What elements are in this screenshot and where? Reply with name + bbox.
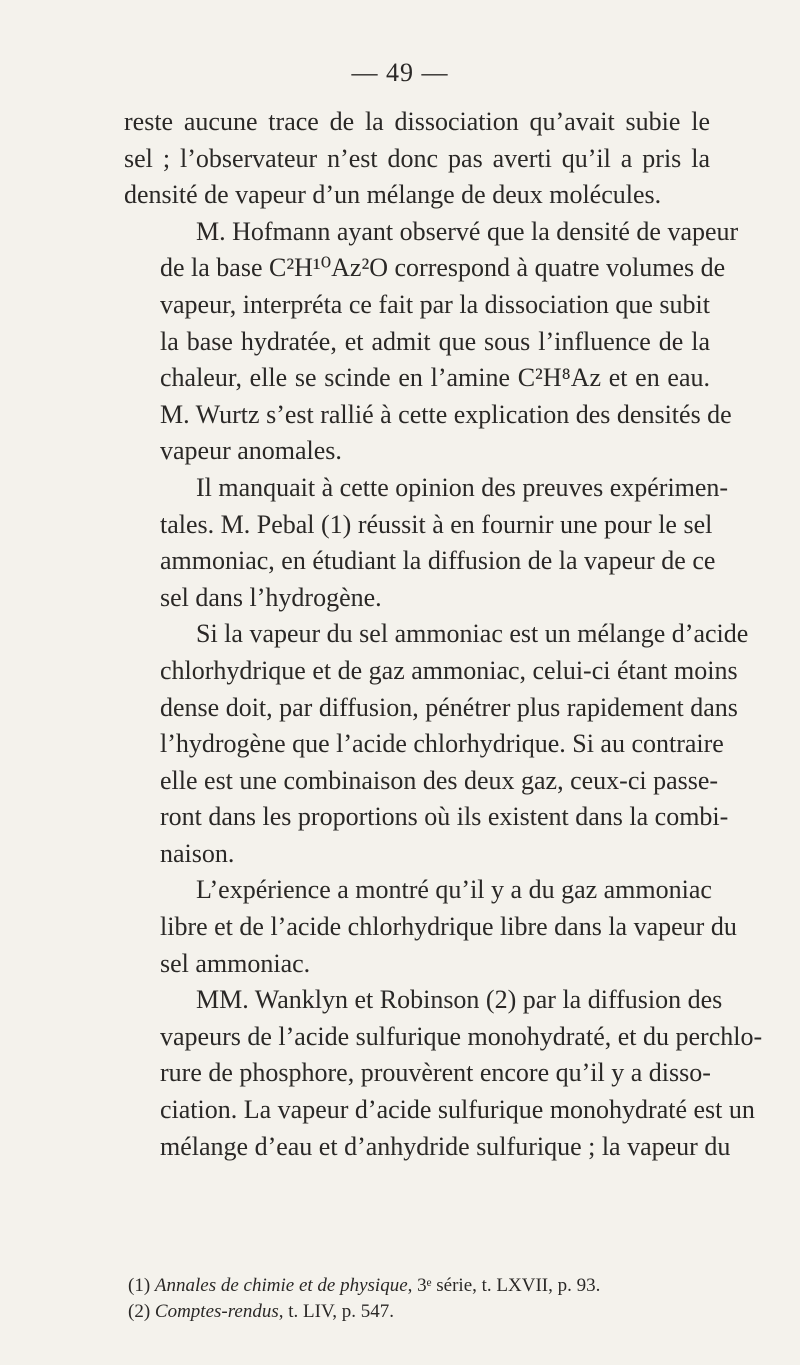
text-line: naison.: [160, 838, 235, 868]
footnote: [124, 1299, 710, 1325]
paragraph: [124, 214, 739, 470]
text-line: ciation. La vapeur d’acide sulfurique monohydraté est un: [160, 1095, 755, 1125]
text-line: vapeur, interpréta ce fait par la dissociation que subit: [160, 289, 710, 319]
paragraph: [124, 872, 737, 982]
footnote-mark: (1): [128, 1275, 155, 1296]
text-line: densité de vapeur d’un mélange de deux molécules.: [124, 180, 662, 210]
text-line: sel dans l’hydrogène.: [160, 582, 382, 612]
text-line: ront dans les proportions où ils existent dans la combi-: [160, 802, 729, 832]
paragraph: [124, 616, 749, 872]
text-line: tales. M. Pebal (1) réussit à en fournir une pour le sel: [160, 509, 713, 539]
footnote-reference: , 3ᵉ série, t. LXVII, p. 93.: [407, 1275, 601, 1296]
text-line: rure de phosphore, prouvèrent encore qu’il y a disso-: [160, 1058, 711, 1088]
text-line: sel ; l’observateur n’est donc pas averti qu’il a pris la: [124, 143, 710, 173]
text-line: dense doit, par diffusion, pénétrer plus rapidement dans: [160, 692, 738, 722]
footnote-mark: (2): [128, 1301, 155, 1322]
footnote-reference: , t. LIV, p. 547.: [278, 1301, 394, 1322]
footnotes: [124, 1273, 710, 1325]
text-line: de la base C²H¹⁰Az²O correspond à quatre volumes de: [160, 253, 726, 283]
text-line: mélange d’eau et d’anhydride sulfurique ; la vapeur du: [160, 1131, 731, 1161]
text-line: reste aucune trace de la dissociation qu’avait subie le: [124, 107, 710, 136]
body-text: [124, 104, 763, 1165]
footnote-title: Annales de chimie et de physique: [154, 1275, 408, 1296]
text-line: sel ammoniac.: [160, 948, 311, 978]
paragraph: [124, 470, 729, 616]
footnote: [124, 1273, 710, 1299]
text-line: l’hydrogène que l’acide chlorhydrique. Si au contraire: [160, 729, 724, 759]
paragraph: [124, 982, 763, 1165]
text-line: Si la vapeur du sel ammoniac est un mélange d’acide: [196, 619, 749, 649]
footnote-title: Comptes-rendus: [154, 1301, 279, 1322]
text-line: vapeurs de l’acide sulfurique monohydraté, et du perchlo-: [160, 1021, 763, 1051]
text-line: L’expérience a montré qu’il y a du gaz ammoniac: [196, 875, 712, 905]
text-line: Il manquait à cette opinion des preuves expérimen-: [196, 472, 729, 502]
text-line: chaleur, elle se scinde en l’amine C²H⁸Az et en eau.: [160, 363, 710, 393]
text-line: M. Hofmann ayant observé que la densité de vapeur: [196, 216, 739, 246]
text-line: ammoniac, en étudiant la diffusion de la vapeur de ce: [160, 546, 716, 576]
paragraph: [124, 104, 710, 214]
text-line: libre et de l’acide chlorhydrique libre dans la vapeur du: [160, 912, 737, 942]
text-line: MM. Wanklyn et Robinson (2) par la diffusion des: [196, 985, 723, 1015]
text-line: vapeur anomales.: [160, 436, 342, 466]
page-number: — 49 —: [351, 58, 449, 87]
text-line: chlorhydrique et de gaz ammoniac, celui-ci étant moins: [160, 655, 738, 685]
text-line: M. Wurtz s’est rallié à cette explication des densités de: [160, 399, 732, 429]
text-line: elle est une combinaison des deux gaz, ceux-ci passe-: [160, 765, 719, 795]
text-line: la base hydratée, et admit que sous l’influence de la: [160, 326, 710, 356]
